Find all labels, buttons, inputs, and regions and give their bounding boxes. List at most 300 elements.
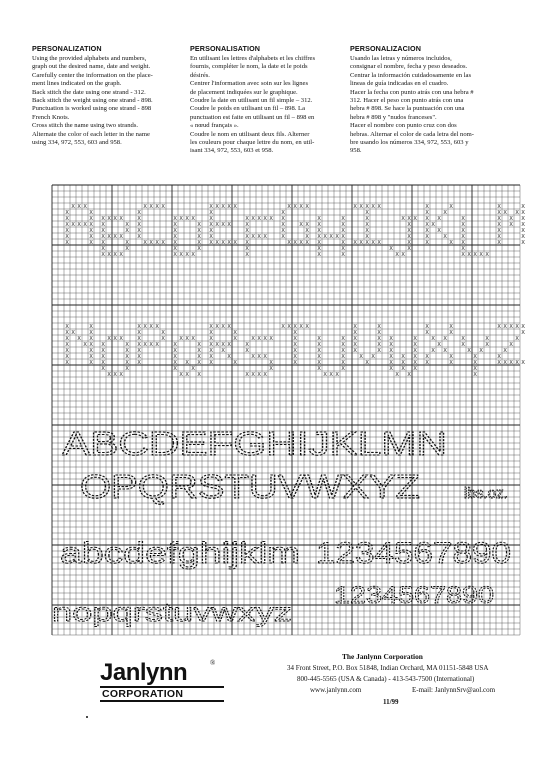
stitch-mark: X [125,348,129,354]
stitch-mark: X [173,216,177,222]
stitch-mark: X [341,360,345,366]
text-line: Coudre la date en utilisant un fil simple – 312. [190,97,313,105]
stitch-mark: X [425,210,429,216]
stitch-mark: X [305,324,309,330]
stitch-mark: X [353,204,357,210]
text-line: ment lines indicated on the graph. [32,80,122,88]
stitch-mark: X [101,366,105,372]
stitch-mark: X [209,324,213,330]
stitch-mark: X [341,252,345,258]
stitch-mark: X [413,216,417,222]
stitch-mark: X [119,234,123,240]
stitch-mark: X [101,348,105,354]
stitch-mark: X [377,336,381,342]
stitch-mark: X [173,348,177,354]
stitch-mark: X [119,336,123,342]
stitch-mark: X [251,336,255,342]
text-line: Coudre le nom en utilisant deux fils. Alterner [190,130,310,138]
stitch-mark: X [149,240,153,246]
stitch-mark: X [107,252,111,258]
stitch-mark: X [497,240,501,246]
stitch-mark: X [485,252,489,258]
stitch-mark: X [389,348,393,354]
stitch-mark: X [191,252,195,258]
janlynn-logo: Janlynn [100,659,188,686]
stitch-mark: X [323,372,327,378]
text-line: 312. Hacer el peso con punto atrás con una [350,97,464,105]
stitch-mark: X [227,354,231,360]
stitch-mark: X [413,366,417,372]
stitch-mark: X [143,240,147,246]
stitch-mark: X [449,354,453,360]
stitch-mark: X [191,366,195,372]
stitch-mark: X [317,240,321,246]
stitch-mark: X [509,324,513,330]
stitch-mark: X [425,216,429,222]
stitch-mark: X [287,204,291,210]
stitch-mark: X [401,360,405,366]
stitch-mark: X [209,216,213,222]
stitch-mark: X [89,240,93,246]
stitch-mark: X [101,342,105,348]
stitch-mark: X [77,336,81,342]
stitch-mark: X [497,354,501,360]
stitch-mark: X [425,228,429,234]
stitch-mark: X [101,354,105,360]
stitch-mark: X [281,216,285,222]
stitch-mark: X [473,252,477,258]
stitch-mark: X [137,228,141,234]
stitch-mark: X [407,222,411,228]
stitch-mark: X [221,342,225,348]
stray-dot [86,716,88,718]
stitch-mark: X [71,204,75,210]
stitch-mark: X [389,354,393,360]
stitch-mark: X [443,210,447,216]
stitch-mark: X [443,336,447,342]
lowercase-alphabet-row-2: nopqrstuvwxyz [52,597,292,627]
stitch-mark: X [317,222,321,228]
stitch-mark: X [521,210,525,216]
stitch-mark: X [161,204,165,210]
stitch-mark: X [329,372,333,378]
text-line: consignar el nombre, fecha y peso deseados. [350,63,468,71]
stitch-mark: X [461,252,465,258]
stitch-mark: X [281,228,285,234]
stitch-mark: X [107,372,111,378]
stitch-mark: X [101,240,105,246]
stitch-mark: X [377,240,381,246]
stitch-mark: X [335,372,339,378]
stitch-mark: X [341,366,345,372]
stitch-mark: X [155,204,159,210]
stitch-mark: X [413,342,417,348]
stitch-mark: X [377,342,381,348]
stitch-mark: X [77,222,81,228]
stitch-mark: X [251,372,255,378]
stitch-mark: X [257,234,261,240]
stitch-mark: X [449,360,453,366]
stitch-mark: X [443,234,447,240]
stitch-mark: X [119,252,123,258]
stitch-mark: X [161,330,165,336]
stitch-mark: X [173,240,177,246]
stitch-mark: X [407,372,411,378]
stitch-mark: X [227,240,231,246]
stitch-mark: X [503,324,507,330]
stitch-mark: X [293,330,297,336]
stitch-mark: X [83,342,87,348]
stitch-mark: X [269,336,273,342]
stitch-mark: X [245,228,249,234]
stitch-mark: X [125,222,129,228]
logo-rule-bottom [100,700,224,702]
stitch-mark: X [449,240,453,246]
stitch-mark: X [299,222,303,228]
stitch-mark: X [521,216,525,222]
stitch-mark: X [467,348,471,354]
stitch-mark: X [473,372,477,378]
stitch-mark: X [89,330,93,336]
stitch-mark: X [395,252,399,258]
text-line: Hacer el nombre con punto cruz con dos [350,122,457,130]
stitch-mark: X [371,204,375,210]
stitch-mark: X [89,354,93,360]
stitch-mark: X [221,324,225,330]
stitch-mark: X [305,234,309,240]
stitch-mark: X [401,252,405,258]
stitch-mark: X [245,372,249,378]
stitch-mark: X [149,204,153,210]
digits-row-1: 1234567890 [316,537,511,570]
stitch-mark: X [341,222,345,228]
body-spanish [350,55,500,156]
stitch-mark: X [173,366,177,372]
stitch-mark: X [377,324,381,330]
stitch-mark: X [317,228,321,234]
stitch-mark: X [233,240,237,246]
stitch-mark: X [329,234,333,240]
stitch-mark: X [101,234,105,240]
company-email: E-mail: JanlynnSrv@aol.com [412,686,496,694]
stitch-mark: X [287,240,291,246]
text-line: Usando las letras y números incluidos, [350,55,452,62]
text-line: using 334, 972, 553, 603 and 958. [32,139,122,147]
stitch-mark: X [521,324,525,330]
stitch-mark: X [71,330,75,336]
stitch-mark: X [269,216,273,222]
stitch-mark: X [461,234,465,240]
body-english [32,55,182,147]
stitch-mark: X [341,336,345,342]
text-line: punctuation est faite en utilisant un fil – 898 en [190,113,315,121]
stitch-mark: X [353,324,357,330]
stitch-mark: X [377,348,381,354]
stitch-mark: X [353,336,357,342]
stitch-mark: X [101,360,105,366]
stitch-mark: X [197,222,201,228]
stitch-mark: X [293,336,297,342]
stitch-mark: X [101,252,105,258]
stitch-mark: X [425,240,429,246]
stitch-mark: X [389,342,393,348]
stitch-mark: X [389,246,393,252]
stitch-mark: X [197,372,201,378]
text-line: 958. [350,147,362,155]
digits-row-2: 1234567890 [334,582,494,609]
stitch-mark: X [119,372,123,378]
stitch-mark: X [407,246,411,252]
stitch-mark: X [215,342,219,348]
text-line: French Knots. [32,113,70,121]
text-line: lineas de guía indicadas en el cuadro. [350,80,449,88]
stitch-mark: X [521,228,525,234]
stitch-mark: X [497,216,501,222]
stitch-mark: X [197,234,201,240]
stitch-mark: X [461,222,465,228]
stitch-mark: X [317,366,321,372]
stitch-mark: X [353,342,357,348]
stitch-mark: X [461,336,465,342]
stitch-mark: X [305,204,309,210]
stitch-mark: X [413,360,417,366]
stitch-mark: X [65,210,69,216]
stitch-mark: X [341,348,345,354]
stitch-mark: X [65,354,69,360]
text-line: bre usando los números 334, 972, 553, 603 y [350,139,469,147]
stitch-mark: X [191,336,195,342]
stitch-mark: X [107,234,111,240]
text-line: Centrer l'information avec soin sur les lignes [190,80,309,88]
stitch-mark: X [155,240,159,246]
stitch-mark: X [89,222,93,228]
stitch-mark: X [341,354,345,360]
stitch-mark: X [281,324,285,330]
stitch-mark: X [497,204,501,210]
registered-mark: ® [210,659,216,667]
stitch-mark: X [209,348,213,354]
stitch-mark: X [89,348,93,354]
stitch-mark: X [173,252,177,258]
stitch-mark: X [497,222,501,228]
stitch-mark: X [461,228,465,234]
instructions-spanish [350,44,500,156]
uppercase-alphabet-row-2: OPQRSTUVWXYZ [80,468,420,505]
stitch-mark: X [377,204,381,210]
stitch-mark: X [197,228,201,234]
stitch-mark: X [353,330,357,336]
stitch-mark: X [371,240,375,246]
stitch-mark: X [269,360,273,366]
stitch-mark: X [65,216,69,222]
stitch-mark: X [365,210,369,216]
cross-stitch-chart [52,185,525,635]
stitch-mark: X [125,366,129,372]
stitch-mark: X [467,252,471,258]
stitch-mark: X [521,234,525,240]
stitch-mark: X [89,336,93,342]
stitch-mark: X [65,342,69,348]
body-french [190,55,340,156]
text-line: Back stitch the weight using one strand - 898. [32,97,153,105]
stitch-mark: X [401,354,405,360]
stitch-mark: X [317,246,321,252]
stitch-mark: X [497,228,501,234]
stitch-mark: X [515,210,519,216]
stitch-mark: X [317,354,321,360]
stitch-mark: X [137,324,141,330]
weight-units: lbs.oz. [464,485,508,502]
stitch-mark: X [401,366,405,372]
stitch-mark: X [305,228,309,234]
stitch-mark: X [245,246,249,252]
stitch-mark: X [425,222,429,228]
stitch-mark: X [83,222,87,228]
stitch-mark: X [317,252,321,258]
stitch-mark: X [179,216,183,222]
stitch-mark: X [113,372,117,378]
stitch-mark: X [413,336,417,342]
stitch-mark: X [263,372,267,378]
stitch-mark: X [293,348,297,354]
stitch-mark: X [71,222,75,228]
stitch-mark: X [209,234,213,240]
stitch-mark: X [509,360,513,366]
stitch-mark: X [125,228,129,234]
stitch-mark: X [107,216,111,222]
instructions-french [190,44,340,156]
stitch-mark: X [245,222,249,228]
stitch-mark: X [341,342,345,348]
stitch-mark: X [263,216,267,222]
stitch-mark: X [521,240,525,246]
stitch-mark: X [185,216,189,222]
stitch-mark: X [431,222,435,228]
stitch-mark: X [215,204,219,210]
stitch-mark: X [281,210,285,216]
stitch-mark: X [65,348,69,354]
stitch-mark: X [341,228,345,234]
stitch-mark: X [143,204,147,210]
uppercase-alphabet-row-1: ABCDEFGHIJKLMN [62,425,447,462]
stitch-mark: X [65,234,69,240]
stitch-mark: X [257,216,261,222]
stitch-mark: X [245,216,249,222]
stitch-mark: X [137,354,141,360]
text-line: fournis, compléter le nom, la date et le poids [190,63,308,71]
stitch-mark: X [137,210,141,216]
text-line: graph out the desired name, date and weight. [32,63,151,71]
heading-spanish: PERSONALIZACION [350,44,421,53]
stitch-mark: X [515,336,519,342]
stitch-mark: X [521,330,525,336]
stitch-mark: X [155,324,159,330]
stitch-mark: X [365,234,369,240]
stitch-mark: X [389,366,393,372]
stitch-mark: X [143,324,147,330]
stitch-mark: X [125,354,129,360]
stitch-mark: X [227,204,231,210]
stitch-mark: X [365,228,369,234]
stitch-mark: X [497,234,501,240]
stitch-mark: X [125,342,129,348]
stitch-mark: X [113,234,117,240]
stitch-mark: X [125,360,129,366]
stitch-mark: X [185,372,189,378]
stitch-mark: X [257,354,261,360]
stitch-mark: X [299,204,303,210]
stitch-mark: X [155,342,159,348]
stitch-mark: X [245,348,249,354]
stitch-mark: X [395,372,399,378]
stitch-mark: X [293,324,297,330]
stitch-mark: X [113,216,117,222]
date-code: 11/99 [383,698,399,706]
stitch-mark: X [185,360,189,366]
text-line: Punctuation is worked using one strand - 898 [32,105,152,113]
company-address: 34 Front Street, P.O. Box 51848, Indian Orchard, MA 01151-5848 USA [287,664,489,672]
stitch-mark: X [209,360,213,366]
stitch-mark: X [227,324,231,330]
stitch-mark: X [353,348,357,354]
stitch-mark: X [137,348,141,354]
stitch-mark: X [497,210,501,216]
stitch-mark: X [503,360,507,366]
stitch-mark: X [191,216,195,222]
stitch-mark: X [293,342,297,348]
stitch-mark: X [197,348,201,354]
stitch-mark: X [149,342,153,348]
stitch-mark: X [293,354,297,360]
stitch-mark: X [521,360,525,366]
stitch-mark: X [503,210,507,216]
stitch-mark: X [209,210,213,216]
stitch-mark: X [251,354,255,360]
stitch-mark: X [461,240,465,246]
stitch-mark: X [281,222,285,228]
stitch-mark: X [227,222,231,228]
stitch-mark: X [245,234,249,240]
stitch-mark: X [209,354,213,360]
stitch-mark: X [137,342,141,348]
stitch-mark: X [461,246,465,252]
stitch-mark: X [125,246,129,252]
stitch-mark: X [65,336,69,342]
stitch-mark: X [335,234,339,240]
stitch-mark: X [425,354,429,360]
stitch-symbols [65,204,525,378]
stitch-mark: X [209,240,213,246]
stitch-mark: X [221,204,225,210]
stitch-mark: X [293,204,297,210]
stitch-mark: X [173,360,177,366]
stitch-mark: X [65,360,69,366]
stitch-mark: X [173,342,177,348]
stitch-mark: X [365,216,369,222]
stitch-mark: X [449,324,453,330]
stitch-mark: X [227,342,231,348]
text-line: désirés. [190,71,210,79]
stitch-mark: X [425,360,429,366]
stitch-mark: X [89,228,93,234]
text-line: Hacer la fecha con punto atrás con una hebra # [350,88,474,96]
stitch-mark: X [263,336,267,342]
stitch-mark: X [83,204,87,210]
stitch-mark: X [143,342,147,348]
stitch-mark: X [101,216,105,222]
stitch-mark: X [299,240,303,246]
stitch-mark: X [425,330,429,336]
